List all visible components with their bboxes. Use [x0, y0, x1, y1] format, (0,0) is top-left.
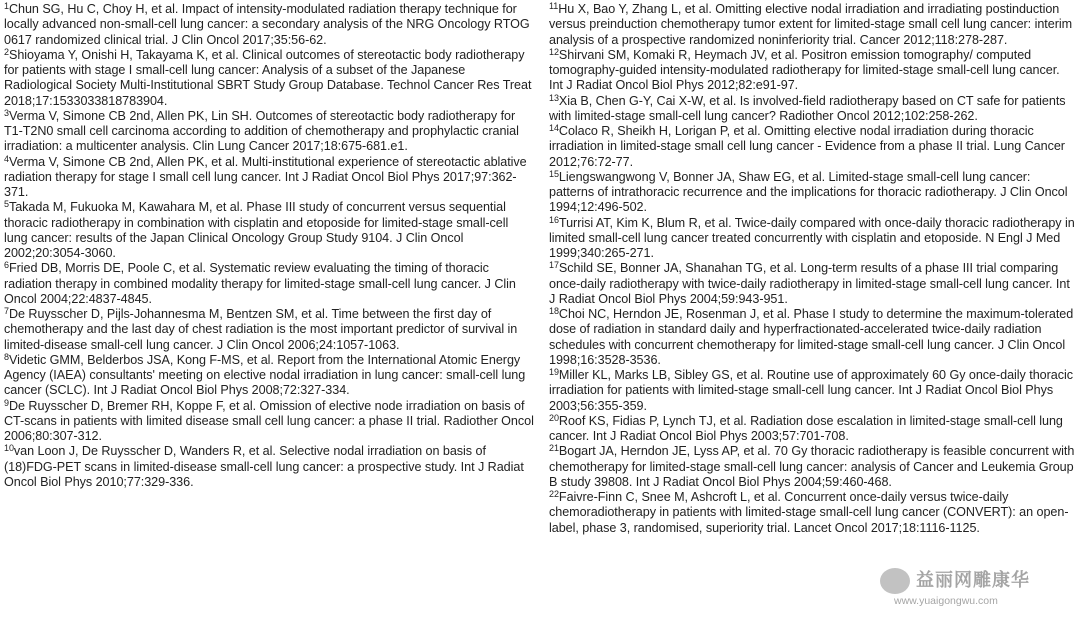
reference-item	[549, 94, 1076, 125]
reference-number: 5	[4, 199, 9, 210]
reference-number: 14	[549, 123, 559, 133]
reference-number: 4	[4, 153, 9, 164]
reference-item	[549, 261, 1076, 307]
reference-item	[4, 155, 534, 201]
reference-number: 7	[4, 306, 9, 316]
reference-number: 12	[549, 46, 559, 57]
reference-number: 10	[4, 443, 14, 454]
reference-number: 6	[4, 260, 9, 271]
reference-number: 22	[549, 489, 559, 499]
watermark-text: 益丽网雕康华	[916, 570, 1030, 590]
reference-text: van Loon J, De Ruysscher D, Wanders R, et al. Selective nodal irradiation on basis of (18)FDG-PET scans in limited-disease small-cell lung cancer: a prospective study. Int J Radiat Oncol Biol Phys 2010;77:329-336.	[4, 444, 524, 489]
reference-text: Miller KL, Marks LB, Sibley GS, et al. Routine use of approximately 60 Gy once-daily thoracic irradiation for patients with limited-stage small-cell lung cancer. Int J Radiat Oncol Biol Phys 2003;56:355-359.	[549, 368, 1073, 413]
reference-item	[4, 200, 534, 261]
reference-text: Videtic GMM, Belderbos JSA, Kong F-MS, et al. Report from the International Atomic Energy Agency (IAEA) consultants' meeting on elective nodal irradiation in lung cancer: small-cell lung cancer (SCLC). Int J Radiat Oncol Biol Phys 2008;72:327-334.	[4, 352, 526, 398]
reference-number: 11	[549, 1, 559, 11]
reference-text: Bogart JA, Herndon JE, Lyss AP, et al. 70 Gy thoracic radiotherapy is feasible concurrent with chemotherapy for limited-stage small-cell lung cancer: analysis of Cancer and Leukemia Group B study 39808. Int J Radiat Oncol Biol Phys 2004;59:460-468.	[549, 444, 1075, 489]
reference-item	[4, 399, 534, 445]
reference-number: 9	[4, 397, 9, 408]
reference-item	[4, 2, 534, 48]
reference-item	[4, 261, 534, 307]
reference-text: Verma V, Simone CB 2nd, Allen PK, Lin SH. Outcomes of stereotactic body radiotherapy for T1-T2N0 small cell carcinoma according to addition of chemotherapy and prophylactic cranial irradiation: a multicenter analysis. Clin Lung Cancer 2017;18:675-681.e1.	[4, 108, 519, 154]
reference-item	[549, 414, 1076, 445]
reference-item	[549, 444, 1076, 490]
reference-item	[4, 353, 534, 399]
reference-item	[549, 490, 1076, 536]
reference-number: 8	[4, 351, 9, 362]
reference-number: 18	[549, 306, 559, 316]
reference-item	[4, 307, 534, 353]
reference-number: 2	[4, 46, 9, 57]
reference-text: De Ruysscher D, Pijls-Johannesma M, Bentzen SM, et al. Time between the first day of chemotherapy and the last day of chest radiation is the most important predictor of survival in limited-disease small-cell lung cancer. J Clin Oncol 2006;24:1057-1063.	[4, 307, 518, 352]
reference-text: Roof KS, Fidias P, Lynch TJ, et al. Radiation dose escalation in limited-stage small-cell lung cancer. Int J Radiat Oncol Biol Phys 2003;57:701-708.	[549, 413, 1063, 443]
reference-number: 21	[549, 443, 559, 454]
reference-number: 20	[549, 412, 559, 423]
reference-text: Choi NC, Herndon JE, Rosenman J, et al. Phase I study to determine the maximum-tolerated dose of radiation in standard daily and hyperfractionated-accelerated twice-daily radiation schedules with concurrent chemotherapy for limited-stage small-cell lung cancer. J Clin Oncol 1998;16:3528-3536.	[549, 307, 1074, 367]
reference-text: Colaco R, Sheikh H, Lorigan P, et al. Omitting elective nodal irradiation during thoracic irradiation in limited-stage small cell lung cancer - Evidence from a phase II trial. Lung Cancer 2012;76:72-77.	[549, 124, 1065, 169]
reference-number: 17	[549, 260, 559, 271]
reference-column-right	[549, 2, 1076, 536]
reference-item	[549, 216, 1076, 262]
reference-item	[4, 48, 534, 109]
reference-text: Verma V, Simone CB 2nd, Allen PK, et al. Multi-institutional experience of stereotactic ablative radiation therapy for stage I small cell lung cancer. Int J Radiat Oncol Biol Phys 2017;97:362-371.	[4, 154, 527, 199]
reference-item	[549, 2, 1076, 48]
reference-text: Shirvani SM, Komaki R, Heymach JV, et al. Positron emission tomography/ computed tomography-guided intensity-modulated radiotherapy for limited-stage small-cell lung cancer. Int J Radiat Oncol Biol Phys 2012;82:e91-97.	[549, 47, 1060, 93]
reference-text: Schild SE, Bonner JA, Shanahan TG, et al. Long-term results of a phase III trial comparing once-daily radiotherapy with twice-daily radiotherapy in limited-stage small-cell lung cancer. Int J Radiat Oncol Biol Phys 2004;59:943-951.	[549, 261, 1070, 306]
reference-text: Xia B, Chen G-Y, Cai X-W, et al. Is involved-field radiotherapy based on CT safe for patients with limited-stage small-cell lung cancer? Radiother Oncol 2012;102:258-262.	[549, 93, 1066, 123]
reference-item	[549, 124, 1076, 170]
reference-text: Shioyama Y, Onishi H, Takayama K, et al. Clinical outcomes of stereotactic body radiotherapy for patients with stage I small-cell lung cancer: Analysis of a subset of the Japanese Radiological Society Multi-Institutional SBRT Study Group Database. Technol Cancer Res Treat 2018;17:1533033818783904.	[4, 47, 532, 108]
reference-item	[4, 444, 534, 490]
watermark-logo-icon	[880, 568, 910, 594]
reference-text: Chun SG, Hu C, Choy H, et al. Impact of intensity-modulated radiation therapy technique for locally advanced non-small-cell lung cancer: a secondary analysis of the NRG Oncology RTOG 0617 randomized clinical trial. J Clin Oncol 2017;35:56-62.	[4, 2, 530, 47]
reference-item	[4, 109, 534, 155]
watermark	[874, 566, 1074, 612]
reference-number: 16	[549, 214, 559, 225]
reference-text: Fried DB, Morris DE, Poole C, et al. Systematic review evaluating the timing of thoracic radiation therapy in combined modality therapy for limited-stage small-cell lung cancer. J Clin Oncol 2004;22:4837-4845.	[4, 261, 516, 306]
reference-item	[549, 307, 1076, 368]
reference-number: 1	[4, 1, 9, 11]
reference-text: Turrisi AT, Kim K, Blum R, et al. Twice-daily compared with once-daily thoracic radiotherapy in limited small-cell lung cancer treated concurrently with cisplatin and etoposide. N Engl J Med 1999;340:265-271.	[549, 215, 1075, 260]
reference-text: Liengswangwong V, Bonner JA, Shaw EG, et al. Limited-stage small-cell lung cancer: patterns of intrathoracic recurrence and the implications for thoracic radiotherapy. J Clin Oncol 1994;12:496-502.	[549, 169, 1068, 215]
reference-number: 3	[4, 107, 9, 118]
reference-column-left	[4, 2, 534, 490]
reference-item	[549, 368, 1076, 414]
reference-item	[549, 48, 1076, 94]
reference-number: 13	[549, 92, 559, 103]
reference-text: Hu X, Bao Y, Zhang L, et al. Omitting elective nodal irradiation and irradiating postinduction versus preinduction chemotherapy tumor extent for limited-stage small cell lung cancer: interim analysis of a prospective randomized noninferiority trial. Cancer 2012;118:278-287.	[549, 2, 1073, 47]
reference-text: Faivre-Finn C, Snee M, Ashcroft L, et al. Concurrent once-daily versus twice-daily chemoradiotherapy in patients with limited-stage small-cell lung cancer (CONVERT): an open-label, phase 3, randomised, superiority trial. Lancet Oncol 2017;18:1116-1125.	[549, 490, 1069, 535]
reference-number: 19	[549, 367, 559, 377]
reference-text: Takada M, Fukuoka M, Kawahara M, et al. Phase III study of concurrent versus sequential thoracic radiotherapy in combination with cisplatin and etoposide for limited-stage small-cell lung cancer: results of the Japan Clinical Oncology Group Study 9104. J Clin Oncol 2002;20:3054-3060.	[4, 200, 509, 260]
watermark-url: www.yuaigongwu.com	[894, 595, 998, 607]
reference-item	[549, 170, 1076, 216]
reference-text: De Ruysscher D, Bremer RH, Koppe F, et al. Omission of elective node irradiation on basis of CT-scans in patients with limited disease small cell lung cancer: a phase II trial. Radiother Oncol 2006;80:307-312.	[4, 398, 534, 443]
reference-number: 15	[549, 168, 559, 179]
